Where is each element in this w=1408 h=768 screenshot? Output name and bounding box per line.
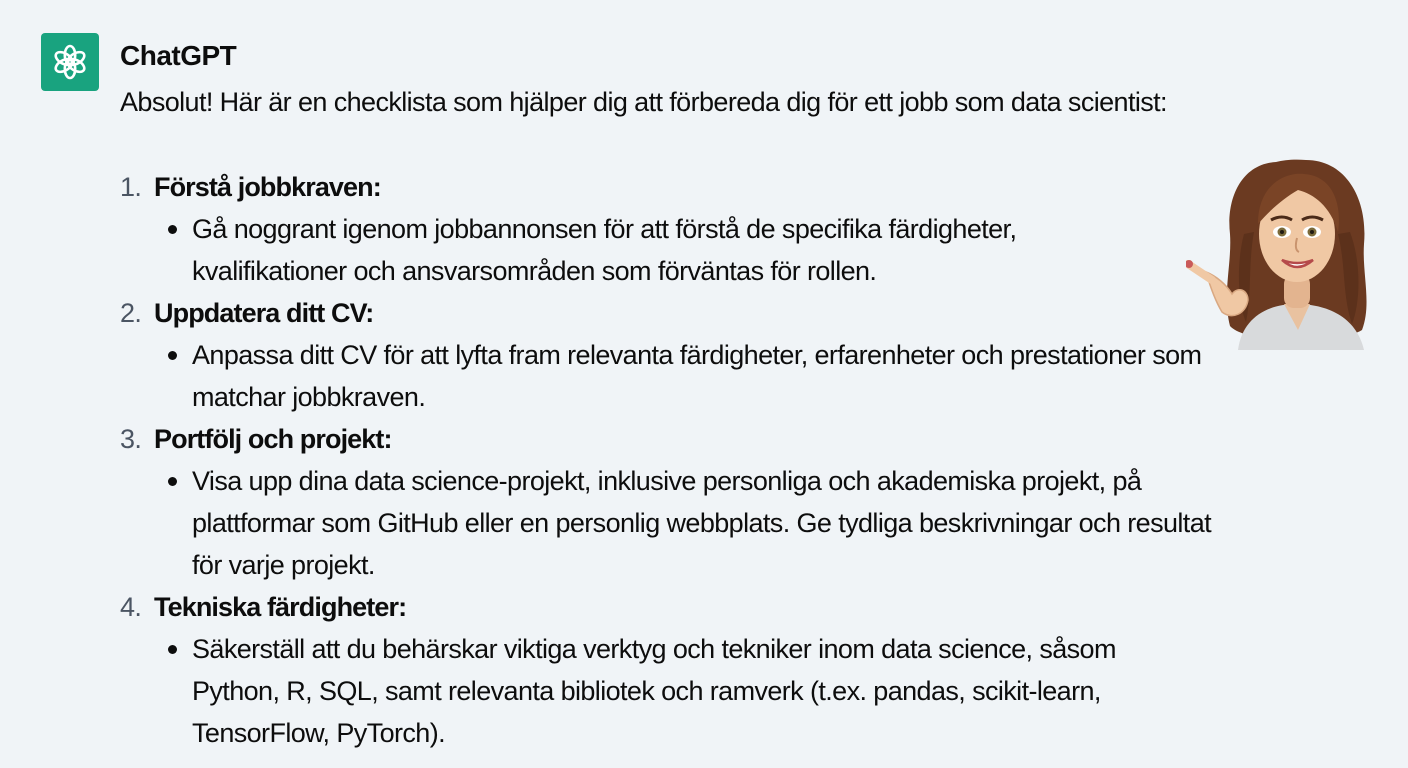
bullet-item xyxy=(154,334,1232,418)
openai-logo-icon xyxy=(50,42,90,82)
chatgpt-avatar xyxy=(41,33,99,91)
checklist xyxy=(120,166,1230,754)
bullet-dot-icon xyxy=(168,225,177,234)
checklist-item xyxy=(120,292,1230,418)
bullet-text: Gå noggrant igenom jobbannonsen för att förstå de specifika färdigheter, kvalifikationer och ansvarsområden som förväntas för rollen. xyxy=(192,214,1017,286)
bullet-dot-icon xyxy=(168,477,177,486)
bullet-list xyxy=(154,460,1230,586)
item-number: 3. xyxy=(120,424,142,454)
item-title: Förstå jobbkraven: xyxy=(154,172,381,202)
item-number: 4. xyxy=(120,592,142,622)
pointing-woman-emoji-icon xyxy=(1186,154,1376,350)
bitmoji-avatar xyxy=(1186,154,1376,350)
bullet-list xyxy=(154,208,1230,292)
bullet-item xyxy=(154,208,1097,292)
bullet-text: Anpassa ditt CV för att lyfta fram relevanta färdigheter, erfarenheter och prestationer som matchar jobbkraven. xyxy=(192,340,1202,412)
message-intro: Absolut! Här är en checklista som hjälper dig att förbereda dig för ett jobb som data scientist: xyxy=(120,87,1167,117)
item-number: 1. xyxy=(120,172,142,202)
bullet-text: Visa upp dina data science-projekt, inklusive personliga och akademiska projekt, på plattformar som GitHub eller en personlig webbplats. Ge tydliga beskrivningar och resultat för varje projekt. xyxy=(192,466,1212,580)
bullet-list xyxy=(154,628,1230,754)
bullet-dot-icon xyxy=(168,645,177,654)
bullet-item xyxy=(154,628,1202,754)
item-title: Portfölj och projekt: xyxy=(154,424,392,454)
item-number: 2. xyxy=(120,298,142,328)
message-author: ChatGPT xyxy=(120,40,237,71)
bullet-item xyxy=(154,460,1232,586)
item-title: Tekniska färdigheter: xyxy=(154,592,407,622)
bullet-list xyxy=(154,334,1230,418)
bullet-text: Säkerställ att du behärskar viktiga verktyg och tekniker inom data science, såsom Python, R, SQL, samt relevanta bibliotek och ramverk (t.ex. pandas, scikit-learn, TensorFlow, PyTorch). xyxy=(192,634,1116,748)
checklist-item xyxy=(120,166,1230,292)
bullet-dot-icon xyxy=(168,351,177,360)
checklist-item xyxy=(120,418,1230,586)
checklist-item xyxy=(120,586,1230,754)
item-title: Uppdatera ditt CV: xyxy=(154,298,374,328)
